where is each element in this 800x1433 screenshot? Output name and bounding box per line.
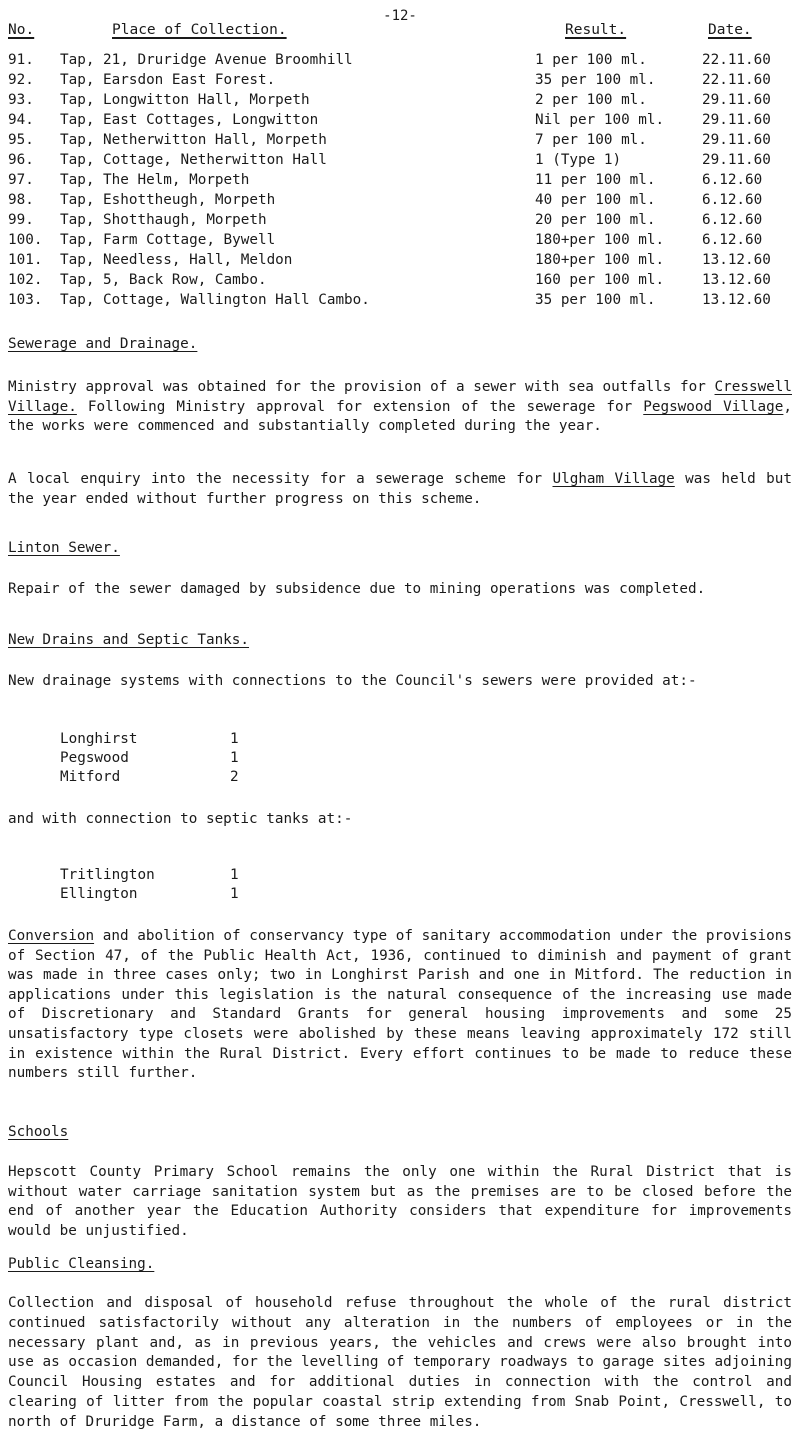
table-row [0,212,800,230]
row-date: 6.12.60 [702,232,763,248]
row-place: Tap, Needless, Hall, Meldon [60,252,293,268]
row-date: 13.12.60 [702,292,771,308]
row-result: 7 per 100 ml. [535,132,647,148]
header-no: No. [8,22,35,38]
row-number: 93. [8,92,34,108]
list-item: Pegswood 1 [60,750,239,766]
sewerage-title: Sewerage and Drainage. [8,336,198,352]
row-number: 95. [8,132,34,148]
row-place: Tap, East Cottages, Longwitton [60,112,319,128]
conversion-paragraph: Conversion and abolition of conservancy type of sanitary accommodation under the provisions of Section 47, of the Public Health Act, 1936, continued to diminish and payment of grant was made in three cases only; two in Longhirst Parish and one in Mitford. The reduction in applications under this legislation is the natural consequence of the increasing use made of Discretionary and Standard Grants for general housing improvements and some 25 unsatisfactory type closets were abolished by these means leaving approximately 172 still in existence within the Rural District. Every effort continues to be made to reduce these numbers still further. [8,928,792,1082]
cresswell-village: Cresswell Village. [8,379,792,415]
header-date: Date. [708,22,752,38]
row-number: 92. [8,72,34,88]
row-number: 94. [8,112,34,128]
conversion-title: Conversion [8,928,95,944]
row-date: 13.12.60 [702,252,771,268]
pegswood-village: Pegswood Village [643,398,784,415]
table-row [0,232,800,250]
ulgham-village: Ulgham Village [552,471,675,487]
row-date: 29.11.60 [702,132,771,148]
schools-paragraph: Hepscott County Primary School remains the only one within the Rural District that is without water carriage sanitation system but as the premises are to be closed before the end of another year the Education Authority considers that expenditure for improvements would be unjustified. [8,1164,792,1239]
page-number: -12- [383,8,417,24]
row-number: 100. [8,232,43,248]
row-place: Tap, Eshottheugh, Morpeth [60,192,276,208]
list-item: Mitford 2 [60,769,239,785]
row-number: 102. [8,272,43,288]
row-place: Tap, Cottage, Wallington Hall Cambo. [60,292,370,308]
table-row [0,172,800,190]
row-place: Tap, Netherwitton Hall, Morpeth [60,132,327,148]
row-date: 29.11.60 [702,152,771,168]
header-place: Place of Collection. [112,22,287,38]
cleansing-paragraph: Collection and disposal of household refuse throughout the whole of the rural district continued satisfactorily without any alteration in the numbers of employees or in the necessary plant and, as in previous years, the vehicles and crews were also brought into use as occasion demanded, for the levelling of temporary roadways to garage sites adjoining Council Housing estates and for additional duties in connection with the control and clearing of litter from the popular coastal strip extending from Snab Point, Cresswell, to north of Druridge Farm, a distance of some three miles. [8,1295,792,1430]
table-row [0,92,800,110]
row-result: 20 per 100 ml. [535,212,656,228]
row-date: 6.12.60 [702,192,763,208]
row-date: 22.11.60 [702,52,771,68]
cleansing-title: Public Cleansing. [8,1256,155,1272]
drains-title: New Drains and Septic Tanks. [8,632,250,648]
table-row [0,292,800,310]
table-row [0,52,800,70]
row-place: Tap, Farm Cottage, Bywell [60,232,276,248]
row-number: 91. [8,52,34,68]
row-place: Tap, 21, Druridge Avenue Broomhill [60,52,353,68]
sewer-connection-list [60,730,280,787]
row-result: 2 per 100 ml. [535,92,647,108]
row-result: 180+per 100 ml. [535,232,665,248]
row-result: 35 per 100 ml. [535,72,656,88]
row-number: 98. [8,192,34,208]
table-row [0,112,800,130]
row-place: Tap, Earsdon East Forest. [60,72,276,88]
row-result: 40 per 100 ml. [535,192,656,208]
row-number: 99. [8,212,34,228]
row-result: 160 per 100 ml. [535,272,665,288]
linton-paragraph: Repair of the sewer damaged by subsidence due to mining operations was completed. [8,581,706,597]
row-place: Tap, Cottage, Netherwitton Hall [60,152,327,168]
row-place: Tap, The Helm, Morpeth [60,172,250,188]
row-number: 101. [8,252,43,268]
row-result: 35 per 100 ml. [535,292,656,308]
row-place: Tap, 5, Back Row, Cambo. [60,272,267,288]
list-item: Tritlington 1 [60,867,239,883]
list-item: Ellington 1 [60,886,239,902]
table-row [0,72,800,90]
row-result: Nil per 100 ml. [535,112,665,128]
row-result: 11 per 100 ml. [535,172,656,188]
row-place: Tap, Longwitton Hall, Morpeth [60,92,310,108]
table-row [0,132,800,150]
row-date: 13.12.60 [702,272,771,288]
row-result: 1 (Type 1) [535,152,622,168]
drains-intro: New drainage systems with connections to the Council's sewers were provided at:- [8,673,697,689]
row-date: 6.12.60 [702,212,763,228]
sewerage-paragraph-2: A local enquiry into the necessity for a sewerage scheme for Ulgham Village was held but the year ended without further progress on this scheme. [8,471,792,507]
row-date: 29.11.60 [702,112,771,128]
row-place: Tap, Shotthaugh, Morpeth [60,212,267,228]
sewerage-paragraph-1: Ministry approval was obtained for the provision of a sewer with sea outfalls for Cresswell Village. Following Ministry approval for extension of the sewerage for Pegswood Village, the works were commenced and substantially completed during the year. [8,379,792,435]
header-result: Result. [565,22,627,38]
table-row [0,272,800,290]
row-result: 1 per 100 ml. [535,52,647,68]
schools-title: Schools [8,1124,69,1140]
row-number: 103. [8,292,43,308]
table-row [0,152,800,170]
septic-intro: and with connection to septic tanks at:- [8,811,353,827]
row-number: 97. [8,172,34,188]
row-date: 22.11.60 [702,72,771,88]
linton-title: Linton Sewer. [8,540,120,556]
row-date: 6.12.60 [702,172,763,188]
row-result: 180+per 100 ml. [535,252,665,268]
list-item: Longhirst 1 [60,731,239,747]
septic-tank-list [60,866,280,904]
row-number: 96. [8,152,34,168]
table-row [0,252,800,270]
table-row [0,192,800,210]
row-date: 29.11.60 [702,92,771,108]
